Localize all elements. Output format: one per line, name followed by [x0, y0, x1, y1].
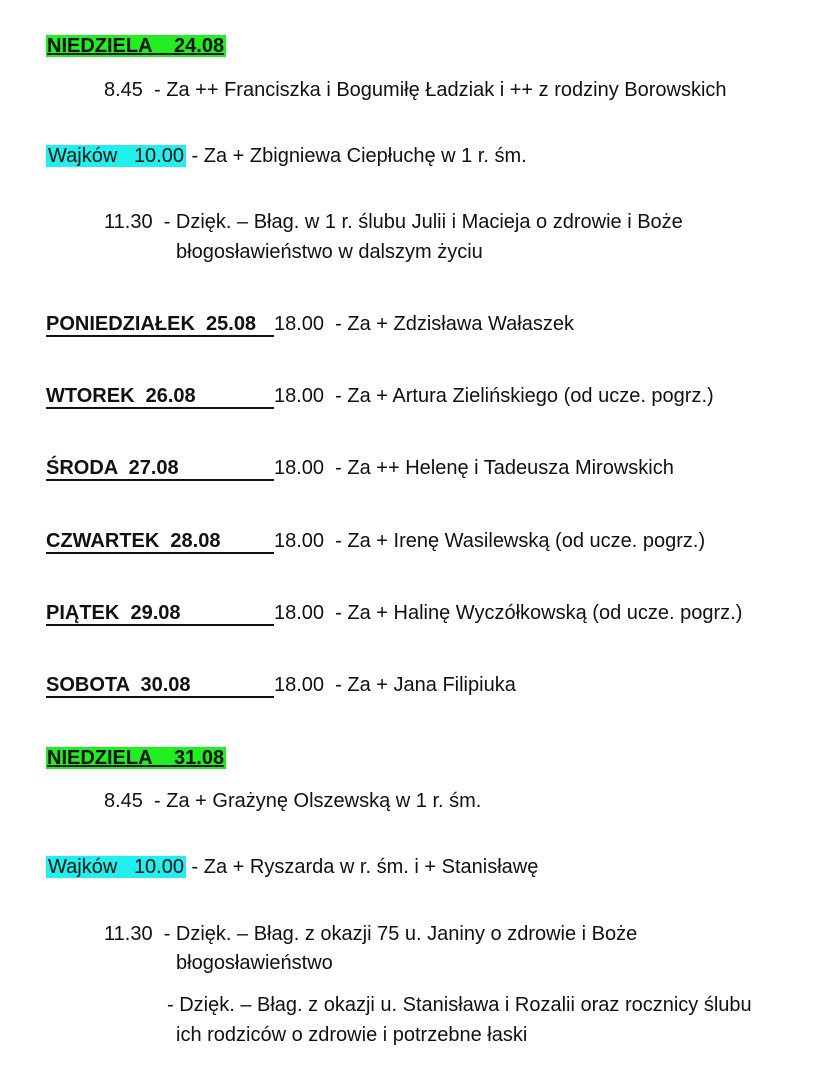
- mass-intention: - Dzięk. – Błag. z okazji 75 u. Janiny o zdrowie i Boże: [152, 923, 638, 945]
- mass-intention: - Za + Jana Filipiuka: [324, 674, 516, 696]
- mass-entry-wajkow: [46, 143, 527, 169]
- day-heading: PONIEDZIAŁEK 25.08: [46, 313, 274, 337]
- day-heading: PIĄTEK 29.08: [46, 602, 274, 626]
- day-heading: NIEDZIELA 24.08: [47, 35, 225, 57]
- mass-intention: - Za + Irenę Wasilewską (od ucze. pogrz.): [324, 530, 706, 552]
- weekday-entry: [46, 311, 574, 337]
- mass-intention: - Za + Zbigniewa Ciepłuchę w 1 r. śm.: [186, 145, 527, 167]
- weekday-entry: [46, 672, 516, 698]
- day-heading: SOBOTA 30.08: [46, 674, 274, 698]
- mass-place-time: Wajków 10.00: [48, 145, 184, 167]
- sunday-header-1: [46, 33, 226, 59]
- weekday-entry: [46, 455, 674, 481]
- mass-intention: - Za + Ryszarda w r. śm. i + Stanisławę: [186, 856, 539, 878]
- mass-time: 18.00: [274, 602, 325, 624]
- weekday-entry: [46, 383, 714, 409]
- mass-intention-continued: ich rodziców o zdrowie i potrzebne łaski: [176, 1024, 528, 1046]
- mass-intention: - Dzięk. – Błag. z okazji u. Stanisława i Rozalii oraz rocznicy ślubu: [167, 994, 752, 1016]
- mass-time: 18.00: [274, 313, 325, 335]
- mass-time: 8.45: [104, 79, 143, 101]
- mass-entry-wajkow: [46, 854, 538, 880]
- mass-time: 18.00: [274, 385, 325, 407]
- mass-entry: [104, 788, 481, 814]
- mass-entry: [104, 77, 727, 103]
- day-heading: ŚRODA 27.08: [46, 457, 274, 481]
- mass-intention: - Za ++ Franciszka i Bogumiłę Ładziak i ++ z rodziny Borowskich: [142, 79, 727, 101]
- mass-time: 18.00: [274, 530, 325, 552]
- mass-intention: - Za + Zdzisława Wałaszek: [324, 313, 574, 335]
- mass-entry: [104, 209, 683, 235]
- mass-intention: - Za + Halinę Wyczółkowską (od ucze. pogrz.): [324, 602, 743, 624]
- mass-intention: - Dzięk. – Błag. w 1 r. ślubu Julii i Macieja o zdrowie i Boże: [152, 211, 683, 233]
- mass-time: 11.30: [104, 211, 153, 233]
- mass-time: 18.00: [274, 457, 325, 479]
- day-heading: CZWARTEK 28.08: [46, 530, 274, 554]
- mass-entry: [104, 921, 637, 947]
- weekday-entry: [46, 600, 742, 626]
- mass-intention-continued: błogosławieństwo w dalszym życiu: [176, 241, 483, 263]
- mass-intention: - Za + Artura Zielińskiego (od ucze. pogrz.): [324, 385, 714, 407]
- day-heading: NIEDZIELA 31.08: [47, 747, 225, 769]
- mass-intention-continued: błogosławieństwo: [176, 952, 333, 974]
- mass-intention: - Za + Grażynę Olszewską w 1 r. śm.: [142, 790, 482, 812]
- weekday-entry: [46, 528, 705, 554]
- sunday-header-2: [46, 745, 226, 771]
- mass-time: 8.45: [104, 790, 143, 812]
- mass-time: 18.00: [274, 674, 325, 696]
- mass-intention: - Za ++ Helenę i Tadeusza Mirowskich: [324, 457, 674, 479]
- mass-time: 11.30: [104, 923, 153, 945]
- mass-place-time: Wajków 10.00: [48, 856, 184, 878]
- day-heading: WTOREK 26.08: [46, 385, 274, 409]
